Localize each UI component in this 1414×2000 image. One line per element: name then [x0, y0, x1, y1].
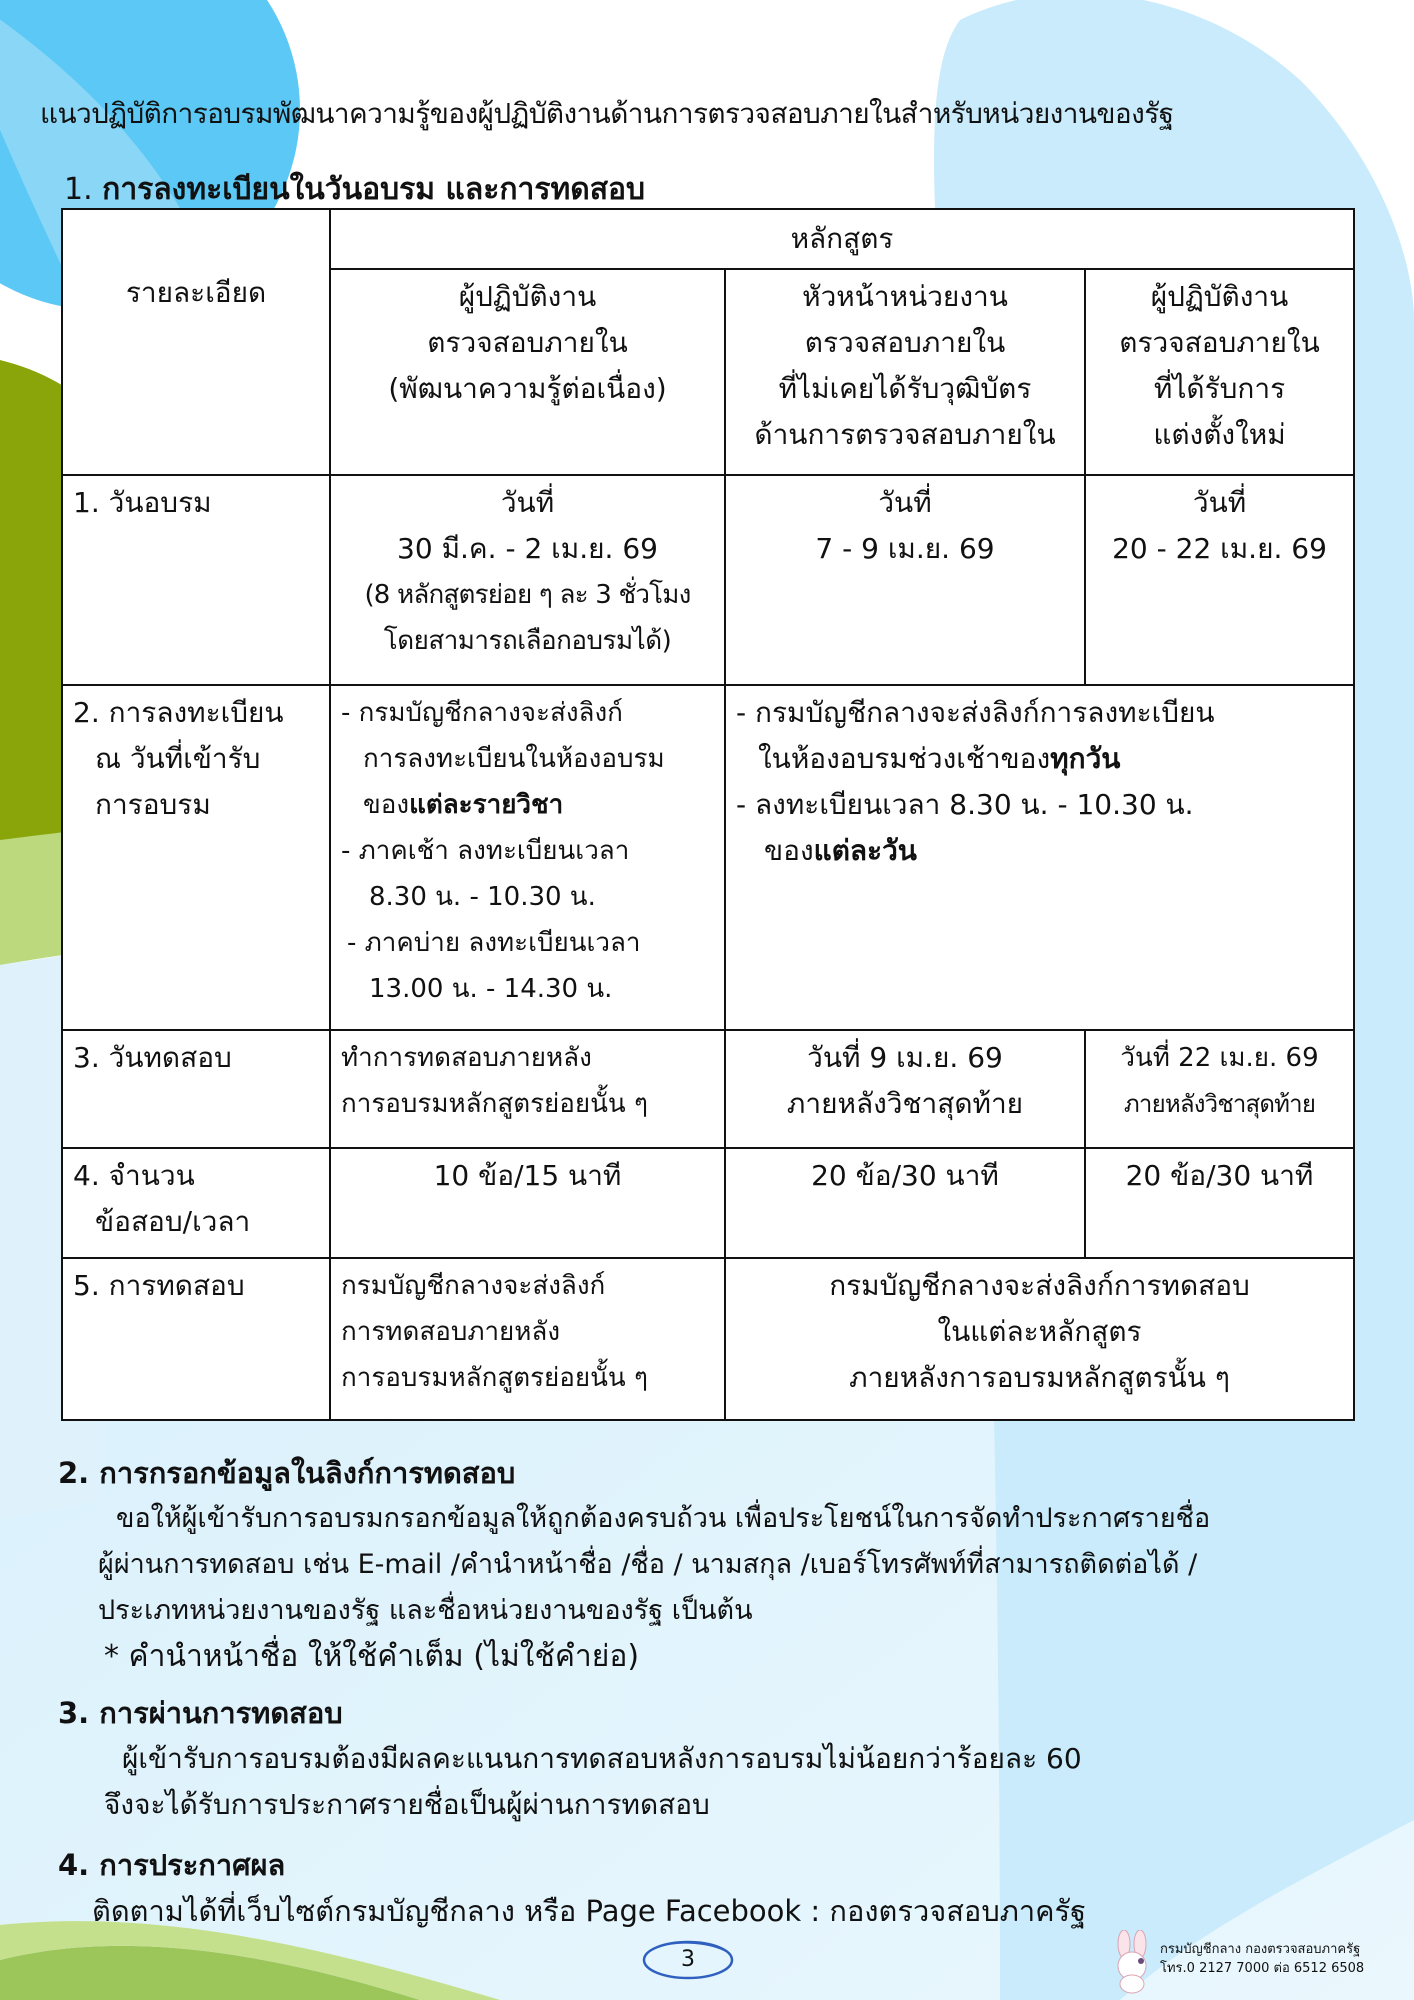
cell-line: กรมบัญชีกลางจะส่งลิงก์: [341, 1271, 606, 1301]
table-cell: [330, 685, 725, 1030]
cell-line: - ลงทะเบียนเวลา 8.30 น. - 10.30 น.: [736, 788, 1194, 821]
cell-line: การอบรมหลักสูตรย่อยนั้น ๆ: [341, 1089, 648, 1119]
table-cell: [725, 475, 1085, 685]
cell-line: ภายหลังวิชาสุดท้าย: [786, 1087, 1024, 1120]
cell-line: โดยสามารถเลือกอบรมได้): [383, 626, 672, 656]
detail-header-cell: [62, 209, 330, 475]
table-cell: [330, 475, 725, 685]
row-label: [62, 1258, 330, 1420]
section-4-line: ติดตามได้ที่เว็บไซต์กรมบัญชีกลาง หรือ Page Facebook : กองตรวจสอบภาครัฐ: [92, 1894, 1087, 1928]
footer-phone: โทร.0 2127 7000 ต่อ 6512 6508: [1160, 1961, 1365, 1976]
cell-line: ทำการทดสอบภายหลัง: [341, 1043, 592, 1073]
table-row: [62, 1258, 1354, 1420]
table-header-row: [62, 209, 1354, 269]
document-title: แนวปฏิบัติการอบรมพัฒนาความรู้ของผู้ปฏิบัติงานด้านการตรวจสอบภายในสำหรับหน่วยงานของรัฐ: [40, 97, 1174, 130]
course-header-cell: [330, 209, 1354, 269]
cell-line: วันที่ 22 เม.ย. 69: [1120, 1043, 1319, 1073]
section-2-title: 2. การกรอกข้อมูลในลิงก์การทดสอบ: [58, 1456, 516, 1490]
cell-line: - กรมบัญชีกลางจะส่งลิงก์: [341, 698, 623, 728]
table-cell: [725, 1148, 1085, 1258]
testing-label: 5. การทดสอบ: [73, 1269, 245, 1302]
detail-header: รายละเอียด: [125, 276, 267, 309]
table-cell: [330, 1148, 725, 1258]
table-cell: [330, 1030, 725, 1148]
cell-line: การลงทะเบียนในห้องอบรม: [363, 744, 665, 774]
section-1-number: 1.: [64, 172, 93, 207]
page-number: [640, 1938, 736, 1982]
column-2-line: ตรวจสอบภายใน: [804, 326, 1006, 359]
cell-line: การอบรมหลักสูตรย่อยนั้น ๆ: [341, 1363, 648, 1393]
text-bold: แต่ละวัน: [813, 834, 917, 867]
text-bold: ทุกวัน: [1050, 742, 1121, 775]
column-3-line: ผู้ปฏิบัติงาน: [1150, 280, 1289, 313]
cell-value: 10 ข้อ/15 นาที: [433, 1159, 622, 1192]
cell-line: กรมบัญชีกลางจะส่งลิงก์การทดสอบ: [829, 1269, 1250, 1302]
column-1-line: ผู้ปฏิบัติงาน: [458, 280, 597, 313]
cell-line: ภายหลังวิชาสุดท้าย: [1123, 1090, 1316, 1118]
question-count-label-line: 4. จำนวน: [73, 1159, 195, 1192]
course-column-header: [330, 269, 725, 475]
cell-line: 8.30 น. - 10.30 น.: [369, 882, 596, 912]
cell-line: 20 - 22 เม.ย. 69: [1112, 532, 1327, 565]
cell-line: 30 มี.ค. - 2 เม.ย. 69: [397, 532, 658, 565]
text-bold: แต่ละรายวิชา: [409, 790, 564, 820]
section-2-line: ขอให้ผู้เข้ารับการอบรมกรอกข้อมูลให้ถูกต้องครบถ้วน เพื่อประโยชน์ในการจัดทำประกาศรายชื่อ: [116, 1503, 1211, 1534]
column-2-line: หัวหน้าหน่วยงาน: [802, 280, 1008, 313]
column-3-line: ที่ได้รับการ: [1153, 372, 1286, 405]
table-cell: [725, 1258, 1354, 1420]
section-1-title: การลงทะเบียนในวันอบรม และการทดสอบ: [102, 172, 646, 207]
row-label: [62, 1148, 330, 1258]
section-3: [58, 1690, 1398, 1828]
table-cell: [330, 1258, 725, 1420]
column-1-line: ตรวจสอบภายใน: [427, 326, 628, 359]
cell-line: ภายหลังการอบรมหลักสูตรนั้น ๆ: [849, 1361, 1230, 1394]
section-4: [58, 1842, 1398, 1934]
course-column-header: [725, 269, 1085, 475]
footer-contact: [1160, 1940, 1364, 1978]
column-3-line: ตรวจสอบภายใน: [1119, 326, 1320, 359]
row-label: [62, 1030, 330, 1148]
question-count-label-line: ข้อสอบ/เวลา: [95, 1205, 251, 1238]
cell-line: 13.00 น. - 14.30 น.: [369, 974, 613, 1004]
text-normal: ในห้องอบรมช่วงเช้าของ: [758, 742, 1051, 775]
cell-line: วันที่: [878, 486, 932, 519]
cell-line: ในแต่ละหลักสูตร: [937, 1315, 1142, 1348]
course-column-header: [1085, 269, 1354, 475]
section-3-title: 3. การผ่านการทดสอบ: [58, 1696, 343, 1730]
cell-value: 20 ข้อ/30 นาที: [811, 1159, 999, 1192]
table-cell: [1085, 1148, 1354, 1258]
section-2-note: * คำนำหน้าชื่อ ให้ใช้คำเต็ม (ไม่ใช้คำย่อ): [104, 1639, 640, 1674]
table-row: [62, 1148, 1354, 1258]
registration-label-line: การอบรม: [95, 788, 211, 821]
cell-line: การทดสอบภายหลัง: [341, 1317, 561, 1347]
cell-line: - ภาคเช้า ลงทะเบียนเวลา: [341, 836, 630, 866]
table-row: [62, 685, 1354, 1030]
section-2: [58, 1450, 1398, 1680]
table-cell: [1085, 1030, 1354, 1148]
text-normal: ของ: [764, 834, 814, 867]
cell-value: 20 ข้อ/30 นาที: [1125, 1159, 1314, 1192]
test-day-label: 3. วันทดสอบ: [73, 1041, 232, 1074]
table-cell: [1085, 475, 1354, 685]
cell-line: [736, 736, 1343, 782]
registration-label-line: ณ วันที่เข้ารับ: [95, 742, 261, 775]
cell-line: [736, 828, 1343, 874]
section-2-line: ประเภทหน่วยงานของรัฐ และชื่อหน่วยงานของรัฐ เป็นต้น: [98, 1595, 753, 1626]
section-2-line: ผู้ผ่านการทดสอบ เช่น E-mail /คำนำหน้าชื่อ /ชื่อ / นามสกุล /เบอร์โทรศัพท์ที่สามารถติดต่อได้ /: [98, 1549, 1198, 1580]
column-2-line: ด้านการตรวจสอบภายใน: [754, 418, 1056, 451]
cell-line: วันที่: [500, 486, 555, 519]
column-1-line: (พัฒนาความรู้ต่อเนื่อง): [388, 372, 667, 405]
cell-line: วันที่ 9 เม.ย. 69: [807, 1041, 1003, 1074]
cell-line: [341, 782, 714, 828]
training-table: [61, 208, 1355, 1421]
table-row: [62, 475, 1354, 685]
table-row: [62, 1030, 1354, 1148]
cell-line: - กรมบัญชีกลางจะส่งลิงก์การลงทะเบียน: [736, 696, 1215, 729]
rabbit-mascot-icon: [1110, 1930, 1158, 1994]
page-number-text: 3: [681, 1947, 695, 1972]
section-3-line: ผู้เข้ารับการอบรมต้องมีผลคะแนนการทดสอบหลังการอบรมไม่น้อยกว่าร้อยละ 60: [122, 1742, 1082, 1775]
course-header: หลักสูตร: [790, 222, 894, 255]
training-day-label: 1. วันอบรม: [73, 486, 212, 519]
section-3-line: จึงจะได้รับการประกาศรายชื่อเป็นผู้ผ่านการทดสอบ: [104, 1788, 710, 1821]
section-1-heading: [64, 166, 645, 213]
cell-line: (8 หลักสูตรย่อย ๆ ละ 3 ชั่วโมง: [364, 580, 691, 610]
text-normal: ของ: [363, 790, 410, 820]
table-cell: [725, 685, 1354, 1030]
table-cell: [725, 1030, 1085, 1148]
cell-line: วันที่: [1192, 486, 1247, 519]
column-3-line: แต่งตั้งใหม่: [1153, 418, 1286, 451]
cell-line: - ภาคบ่าย ลงทะเบียนเวลา: [347, 928, 641, 958]
row-label: [62, 685, 330, 1030]
registration-label-line: 2. การลงทะเบียน: [73, 696, 284, 729]
column-2-line: ที่ไม่เคยได้รับวุฒิบัตร: [778, 372, 1032, 405]
cell-line: 7 - 9 เม.ย. 69: [815, 532, 995, 565]
row-label: [62, 475, 330, 685]
section-4-title: 4. การประกาศผล: [58, 1848, 286, 1882]
footer-org: กรมบัญชีกลาง กองตรวจสอบภาครัฐ: [1160, 1942, 1361, 1957]
